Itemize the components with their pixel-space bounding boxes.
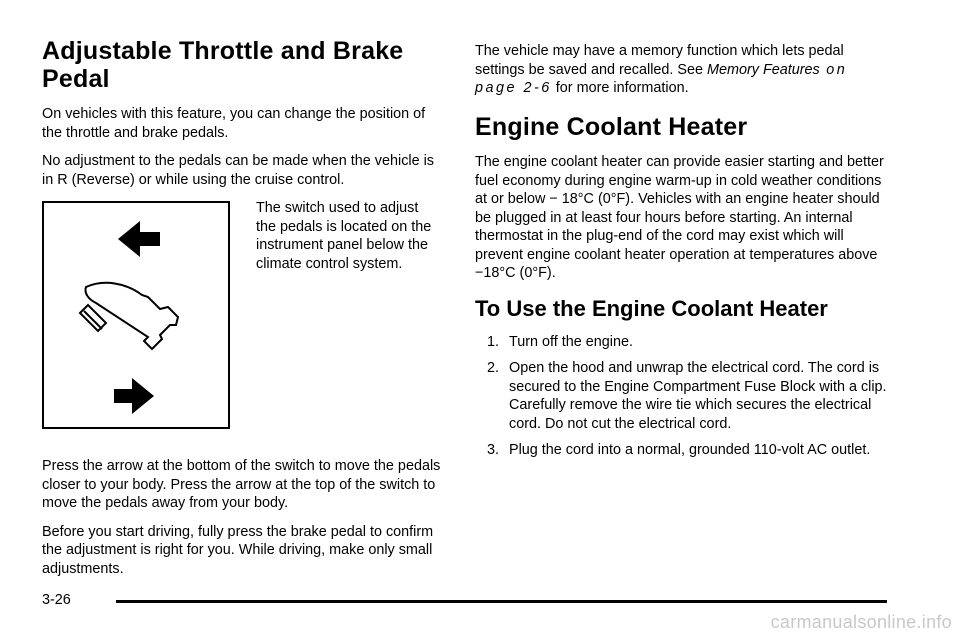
section-title-engine-coolant-heater: Engine Coolant Heater [475, 112, 748, 141]
arrow-left-icon [118, 221, 160, 257]
footer-divider [116, 600, 887, 603]
arrow-right-icon [114, 378, 154, 414]
left-column [42, 38, 442, 588]
paragraph-memory-function [475, 42, 895, 98]
memory-features-page-ref[interactable]: on page 2-6 [475, 61, 848, 96]
subsection-title-use-heater: To Use the Engine Coolant Heater [475, 295, 828, 321]
paragraph-before-driving: Before you start driving, fully press the brake pedal to confirm the adjustment is right for you. While driving, make only small adjustments. [42, 523, 434, 577]
list-item [475, 359, 895, 433]
page-number: 3-26 [42, 592, 71, 608]
paragraph-no-adjustment: No adjustment to the pedals can be made when the vehicle is in R (Reverse) or while using the cruise control. [42, 153, 434, 188]
paragraph-feature-intro: On vehicles with this feature, you can change the position of the throttle and brake pedals. [42, 106, 426, 141]
steps-list [475, 333, 895, 460]
section-title-adjustable-pedals: Adjustable Throttle and Brake Pedal [42, 37, 404, 93]
step-text: Plug the cord into a normal, grounded 110-volt AC outlet. [509, 442, 871, 459]
step-number: 2. [487, 360, 500, 377]
figure-caption: The switch used to adjust the pedals is located on the instrument panel below the climate control system. [256, 200, 432, 272]
memory-text-before: The vehicle may have a memory function which lets pedal settings be saved and recalled. See [475, 43, 844, 78]
paragraph-press-arrow: Press the arrow at the bottom of the switch to move the pedals closer to your body. Press the arrow at the top of the switch to move the pedals away from your body. [42, 458, 441, 511]
pedal-switch-figure [42, 199, 442, 449]
list-item [475, 441, 895, 460]
pedal-switch-illustration [42, 201, 230, 429]
watermark: carmanualsonline.info [770, 612, 952, 632]
step-text: Turn off the engine. [509, 333, 634, 350]
step-number: 3. [487, 442, 500, 459]
step-text: Open the hood and unwrap the electrical cord. The cord is secured to the Engine Compartment Fuse Block with a clip. Carefully remove the wire tie which secures the electrical cord. Do not cut the electrical cord. [509, 360, 887, 432]
right-column [475, 42, 895, 468]
step-number: 1. [487, 333, 500, 350]
pedal-icon [80, 283, 178, 349]
memory-text-after: for more information. [551, 80, 689, 96]
memory-features-link[interactable]: Memory Features [707, 61, 820, 78]
paragraph-coolant-heater: The engine coolant heater can provide easier starting and better fuel economy during engine warm-up in cold weather conditions at or below − 18°C (0°F). Vehicles with an engine heater should be plugged in at least four hours before starting. An internal thermostat in the plug-end of the cord may exist which will prevent engine coolant heater operation at temperatures above −18°C (0°F). [475, 154, 884, 281]
list-item [475, 333, 895, 352]
